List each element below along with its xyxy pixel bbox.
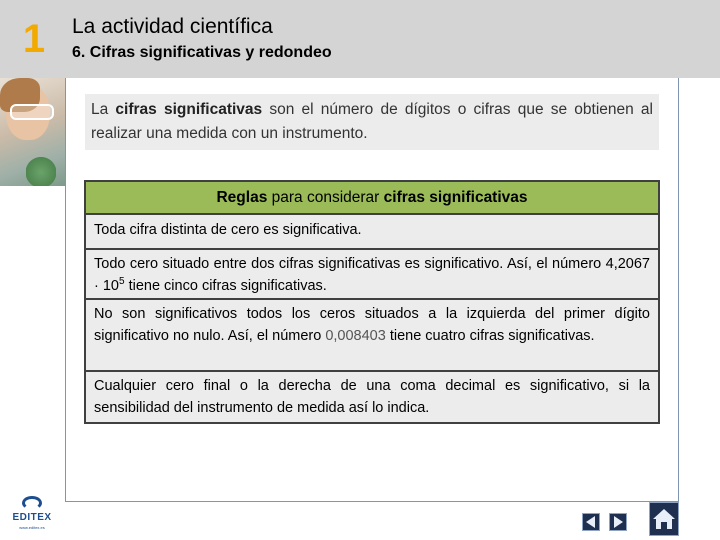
rule-2-text-a: Todo cero situado entre dos cifras significativas es significativo. Así, el número xyxy=(94,256,606,272)
page-title: La actividad científica xyxy=(72,15,273,38)
rule-3-text-a: No son significativos todos los ceros situados a la izquierda del primer dígito significativo no nulo. Así, el número xyxy=(94,306,650,344)
intro-part2: son el número de dígitos o cifras que se obtienen al realizar una medida con un instrumento. xyxy=(91,101,653,142)
rule-3-number: 0,008403 xyxy=(325,328,386,344)
page-subtitle: 6. Cifras significativas y redondeo xyxy=(72,44,332,61)
photo-plant xyxy=(26,152,56,186)
rule-1: Toda cifra distinta de cero es significativa. xyxy=(84,215,660,250)
home-icon xyxy=(650,503,678,535)
rules-header-part2: para considerar xyxy=(267,189,384,206)
editex-logo xyxy=(10,496,54,536)
logo-url: www.editex.es xyxy=(19,525,45,530)
intro-text xyxy=(85,94,659,150)
logo-brand: EDITEX xyxy=(12,512,52,523)
logo-swirl-icon xyxy=(22,496,42,510)
intro-part1: La xyxy=(91,101,116,118)
scientist-photo xyxy=(0,78,66,186)
rule-3-text-b: tiene cuatro cifras significativas. xyxy=(385,328,595,344)
next-button[interactable] xyxy=(609,513,627,531)
rules-header xyxy=(84,180,660,215)
rule-4: Cualquier cero final o la derecha de una coma decimal es significativo, si la sensibilidad del instrumento de medida así lo indica. xyxy=(84,372,660,424)
arrow-left-icon xyxy=(583,514,599,530)
header-bar xyxy=(0,0,720,78)
rule-2 xyxy=(84,250,660,300)
arrow-right-icon xyxy=(610,514,626,530)
home-button[interactable] xyxy=(649,502,679,536)
previous-button[interactable] xyxy=(582,513,600,531)
rule-2-number: 4,2067 · 10 xyxy=(94,256,650,294)
rules-header-part1: Reglas xyxy=(216,189,268,206)
photo-goggles xyxy=(10,104,54,120)
unit-number: 1 xyxy=(22,17,46,61)
intro-bold: cifras significativas xyxy=(115,101,263,118)
rules-table xyxy=(84,180,660,424)
rule-2-text-b: tiene cinco cifras significativas. xyxy=(124,278,327,294)
rules-header-part3: cifras significativas xyxy=(383,189,528,206)
rule-2-exponent: 5 xyxy=(119,276,125,288)
rule-3 xyxy=(84,300,660,372)
